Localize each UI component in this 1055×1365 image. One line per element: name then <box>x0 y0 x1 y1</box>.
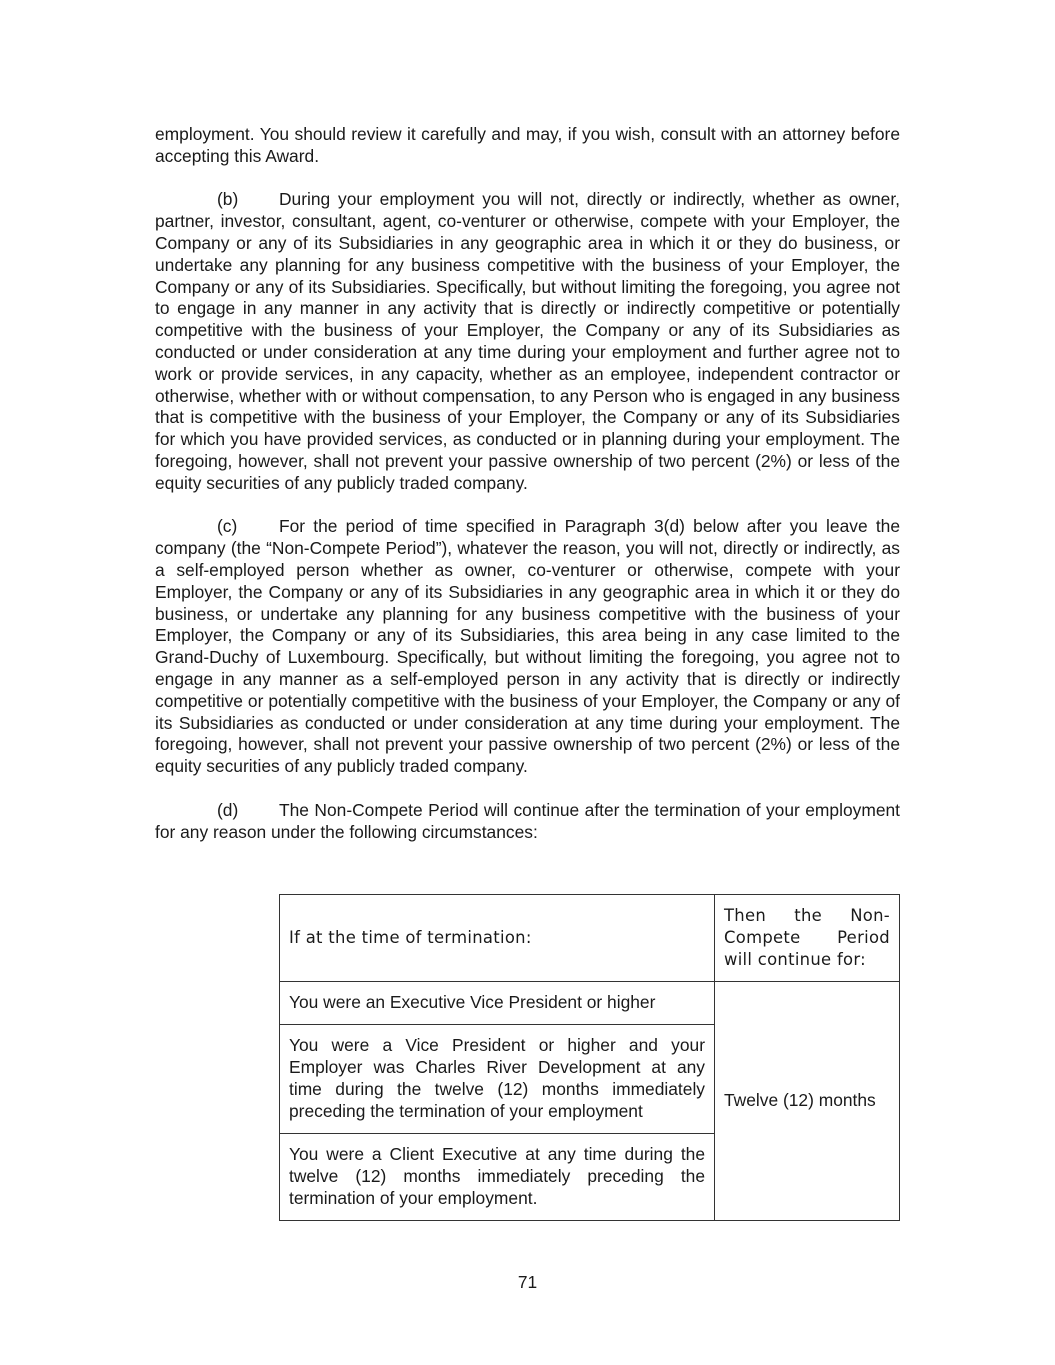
paragraph-b-text: During your employment you will not, directly or indirectly, whether as owner, partner, investor, consultant, agent, co-venturer or otherwise, compete with your Employer, the Company or any of its Subsidiaries in any geographic area in which it or they do business, or undertake any planning for any business competitive with the business of your Employer, the Company or any of its Subsidiaries. Specifically, but without limiting the foregoing, you agree not to engage in any manner in any activity that is directly or indirectly competitive or potentially competitive with the business of your Employer, the Company or any of its Subsidiaries as conducted or under consideration at any time during your employment and further agree not to work or provide services, in any capacity, whether as an employee, independent contractor or otherwise, whether with or without compensation, to any Person who is engaged in any business that is competitive with the business of your Employer, the Company or any of its Subsidiaries for which you have provided services, as conducted or in planning during your employment. The foregoing, however, shall not prevent your passive ownership of two percent (2%) or less of the equity securities of any publicly traded company. <box>155 189 900 493</box>
paragraph-c-text: For the period of time specified in Paragraph 3(d) below after you leave the company (the “Non-Compete Period”), whatever the reason, you will not, directly or indirectly, as a self-employed person whether as owner, co-venturer or otherwise, compete with your Employer, the Company or any of its Subsidiaries in any geographic area in which it or they do business, or undertake any planning for any business competitive with the business of your Employer, the Company or any of its Subsidiaries, this area being in any case limited to the Grand-Duchy of Luxembourg. Specifically, but without limiting the foregoing, you agree not to engage in any manner as a self-employed person in any activity that is directly or indirectly competitive or potentially competitive with the business of your Employer, the Company or any of its Subsidiaries as conducted or under consideration at any time during your employment. The foregoing, however, shall not prevent your passive ownership of two percent (2%) or less of the equity securities of any publicly traded company. <box>155 516 900 777</box>
page-number: 71 <box>517 1272 538 1292</box>
condition-cell: You were a Client Executive at any time during the twelve (12) months immediately preceding the termination of your employment. <box>280 1134 715 1221</box>
paragraph-b-marker: (b) <box>217 189 239 210</box>
header-duration-cell: Then the Non-Compete Period will continue for: <box>715 895 900 982</box>
intro-paragraph: employment. You should review it carefully and may, if you wish, consult with an attorney before accepting this Award. <box>155 124 900 166</box>
header-condition-cell: If at the time of termination: <box>280 895 715 982</box>
paragraph-d-marker: (d) <box>217 799 239 820</box>
condition-cell: You were a Vice President or higher and your Employer was Charles River Development at any time during the twelve (12) months immediately preceding the termination of your employment <box>280 1025 715 1134</box>
paragraph-c-marker: (c) <box>217 516 238 537</box>
duration-cell: Twelve (12) months <box>715 982 900 1221</box>
table-row <box>280 982 900 1025</box>
paragraph-b <box>155 189 900 494</box>
document-body <box>155 124 900 843</box>
paragraph-d-text: The Non-Compete Period will continue after the termination of your employment for any reason under the following circumstances: <box>155 799 900 842</box>
paragraph-d <box>155 800 900 844</box>
paragraph-c <box>155 516 900 778</box>
table-header-row <box>280 895 900 982</box>
non-compete-table <box>279 894 900 1221</box>
condition-cell: You were an Executive Vice President or higher <box>280 982 715 1025</box>
